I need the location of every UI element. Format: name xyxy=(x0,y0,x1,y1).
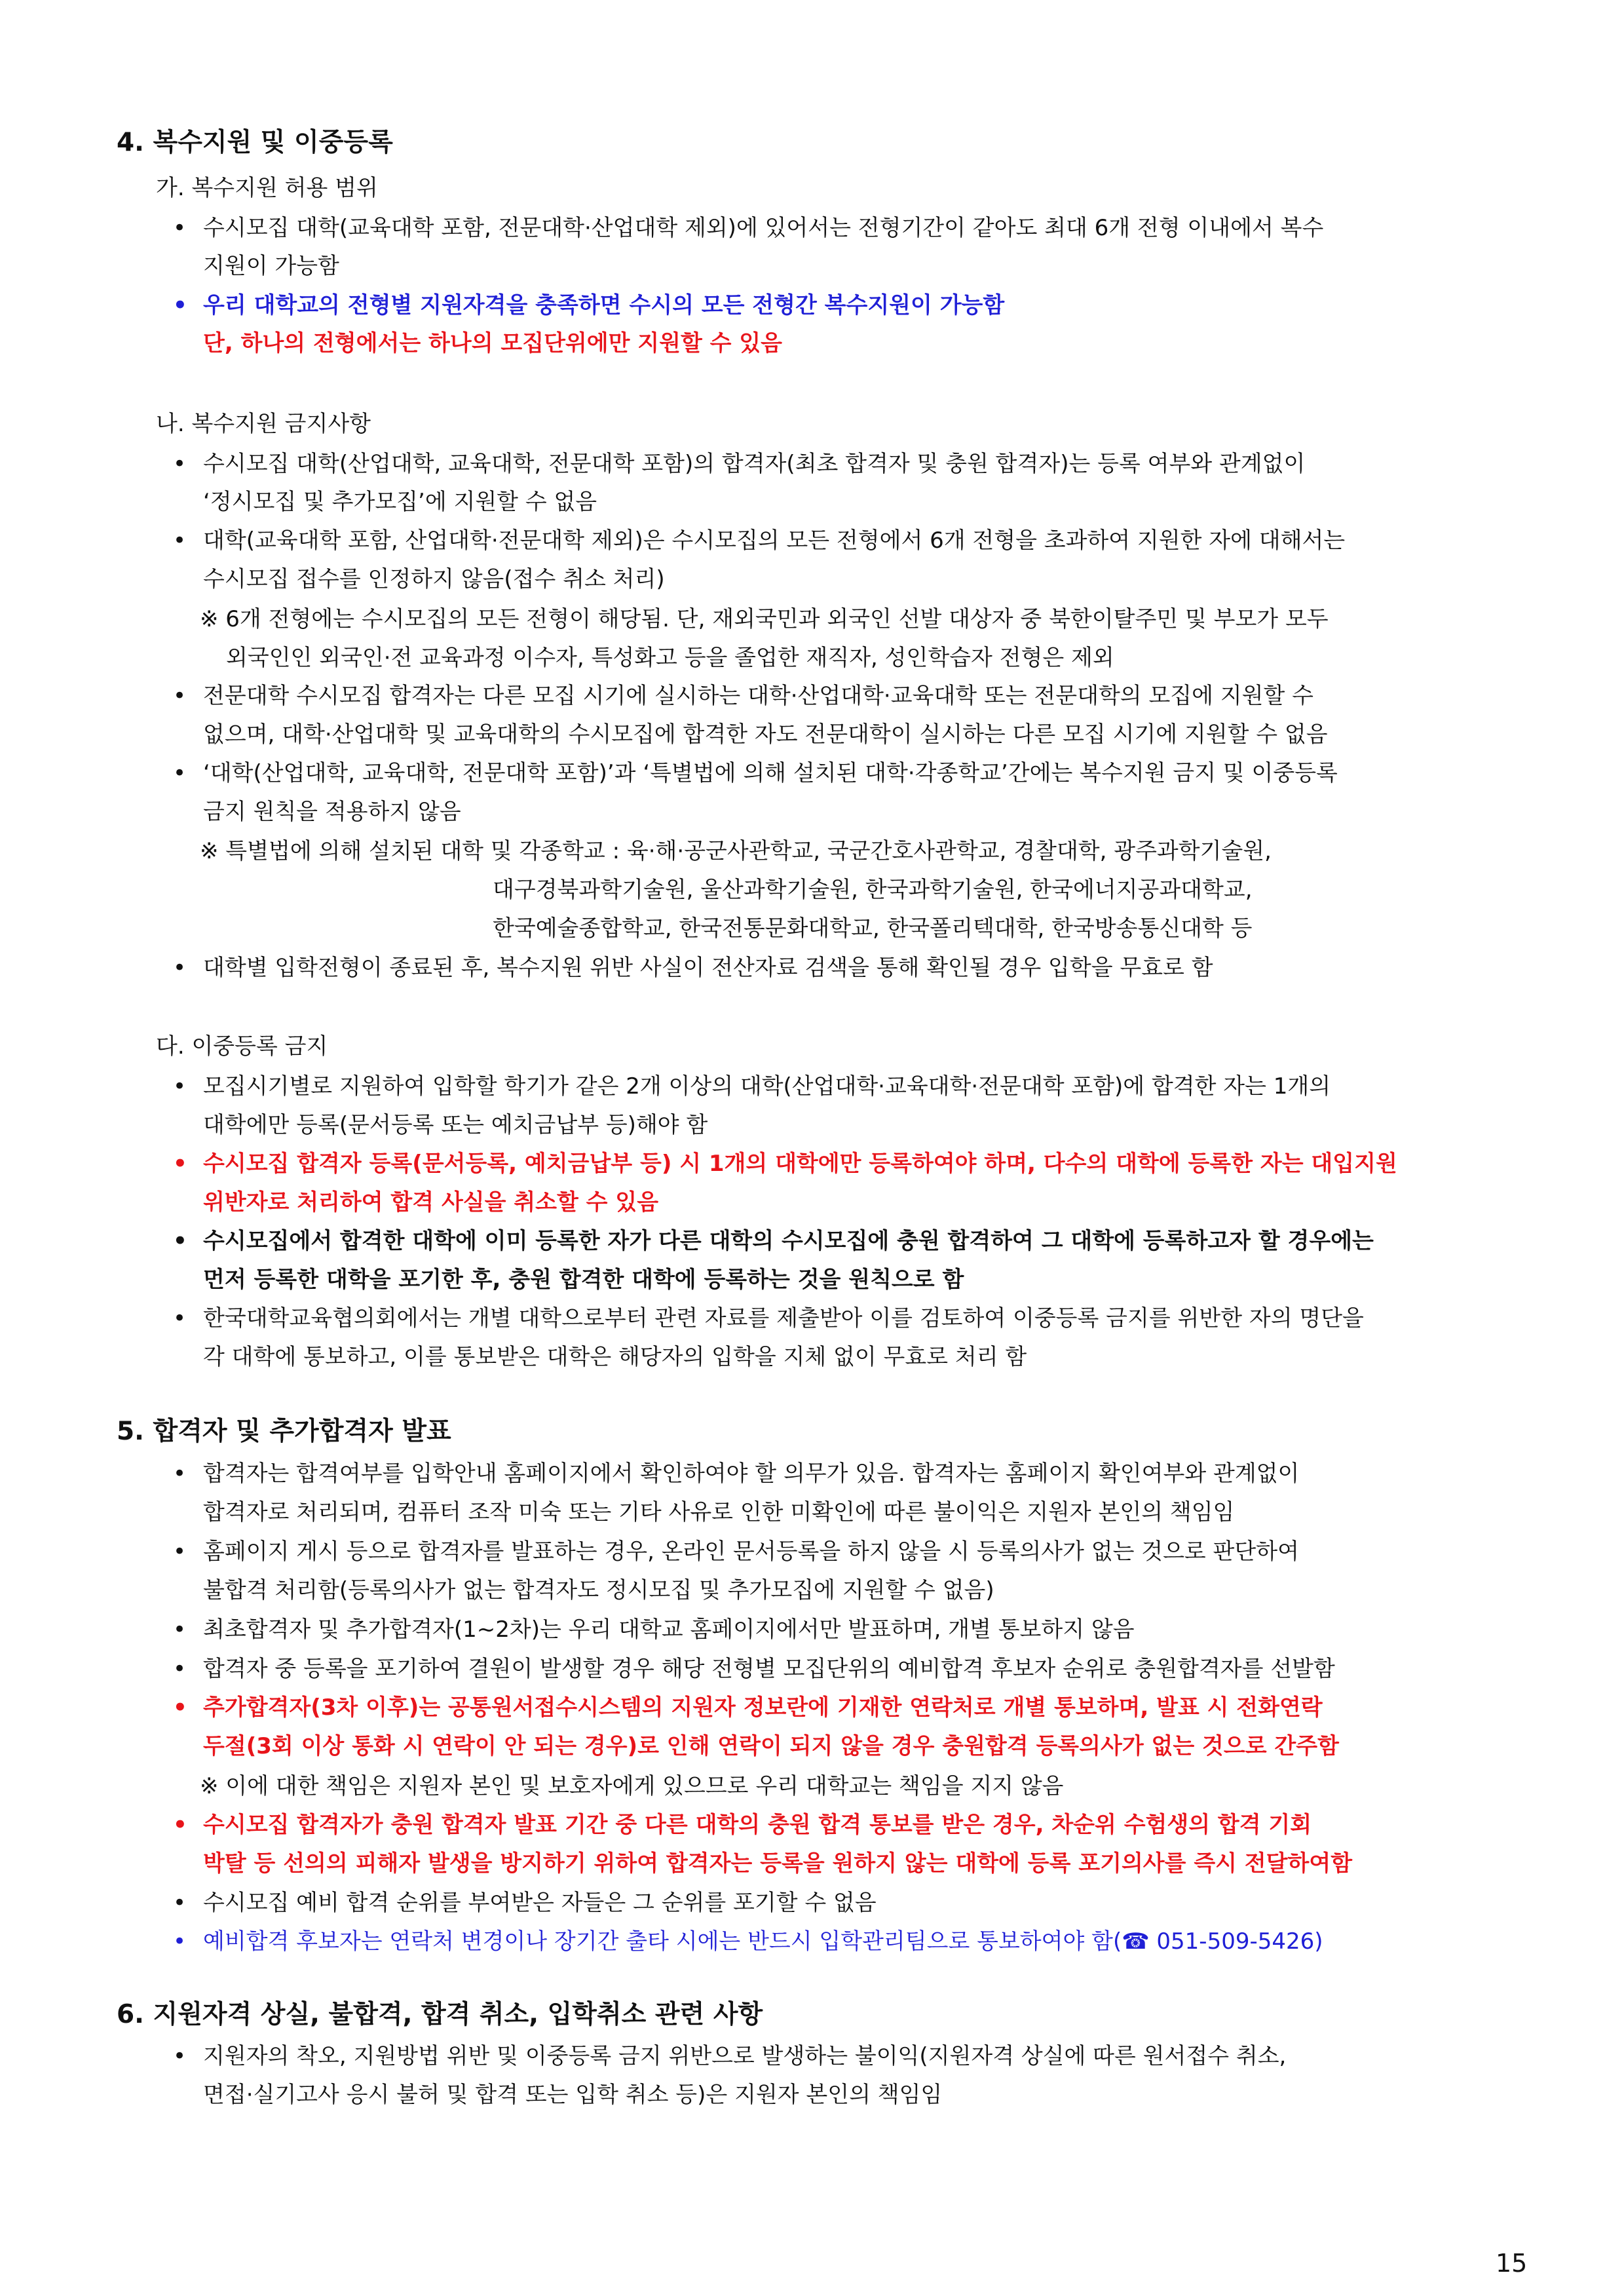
bullet-marker: • xyxy=(173,1694,187,1721)
na-note-1-line-2: 외국인인 외국인·전 교육과정 이수자, 특성화고 등을 졸업한 재직자, 성인학습자 전형은 제외 xyxy=(226,645,1114,671)
da-item-1-line-2: 대학에만 등록(문서등록 또는 예치금납부 등)해야 함 xyxy=(203,1112,708,1138)
da-item-4-line-2: 각 대학에 통보하고, 이를 통보받은 대학은 해당자의 입학을 지체 없이 무효로 처리 함 xyxy=(203,1344,1027,1370)
na-note-2-line-1: ※ 특별법에 의해 설치된 대학 및 각종학교 : 육·해·공군사관학교, 국군간호사관학교, 경찰대학, 광주과학기술원, xyxy=(200,838,1272,864)
s5-item-6-line-1: 수시모집 합격자가 충원 합격자 발표 기간 중 다른 대학의 충원 합격 통보를 받은 경우, 차순위 수험생의 합격 기회 xyxy=(203,1812,1312,1838)
da-item-3-line-1: 수시모집에서 합격한 대학에 이미 등록한 자가 다른 대학의 수시모집에 충원 합격하여 그 대학에 등록하고자 할 경우에는 xyxy=(203,1228,1374,1254)
section-4-heading: 4. 복수지원 및 이중등록 xyxy=(117,128,393,157)
da-item-1-line-1: 모집시기별로 지원하여 입학할 학기가 같은 2개 이상의 대학(산업대학·교육대학·전문대학 포함)에 합격한 자는 1개의 xyxy=(203,1073,1331,1100)
na-item-1-line-1: 수시모집 대학(산업대학, 교육대학, 전문대학 포함)의 합격자(최초 합격자 및 충원 합격자)는 등록 여부와 관계없이 xyxy=(203,451,1306,477)
s5-item-8: 예비합격 후보자는 연락처 변경이나 장기간 출타 시에는 반드시 입학관리팀으로 통보하여야 함(☎ 051-509-5426) xyxy=(203,1928,1323,1955)
na-note-2-line-3: 한국예술종합학교, 한국전통문화대학교, 한국폴리텍대학, 한국방송통신대학 등 xyxy=(493,915,1253,942)
ga-item-1-line-1: 수시모집 대학(교육대학 포함, 전문대학·산업대학 제외)에 있어서는 전형기간이 같아도 최대 6개 전형 이내에서 복수 xyxy=(203,215,1324,241)
ga-item-2-line-2: 단, 하나의 전형에서는 하나의 모집단위에만 지원할 수 있음 xyxy=(203,330,783,356)
ga-item-1-line-2: 지원이 가능함 xyxy=(203,253,339,279)
da-item-3-line-2: 먼저 등록한 대학을 포기한 후, 충원 합격한 대학에 등록하는 것을 원칙으로 함 xyxy=(203,1267,964,1293)
bullet-marker: • xyxy=(173,451,187,477)
bullet-marker: • xyxy=(173,1073,187,1100)
na-item-5: 대학별 입학전형이 종료된 후, 복수지원 위반 사실이 전산자료 검색을 통해 확인될 경우 입학을 무효로 함 xyxy=(203,955,1213,981)
na-item-3-line-2: 없으며, 대학·산업대학 및 교육대학의 수시모집에 합격한 자도 전문대학이 실시하는 다른 모집 시기에 지원할 수 없음 xyxy=(203,721,1328,748)
na-item-3-line-1: 전문대학 수시모집 합격자는 다른 모집 시기에 실시하는 대학·산업대학·교육대학 또는 전문대학의 모집에 지원할 수 xyxy=(203,683,1313,709)
bullet-marker: • xyxy=(173,292,187,318)
s5-item-5-line-1: 추가합격자(3차 이후)는 공통원서접수시스템의 지원자 정보란에 기재한 연락처로 개별 통보하며, 발표 시 전화연락 xyxy=(203,1694,1323,1721)
da-item-2-line-2: 위반자로 처리하여 합격 사실을 취소할 수 있음 xyxy=(203,1189,659,1215)
s5-item-5-line-2: 두절(3회 이상 통화 시 연락이 안 되는 경우)로 인해 연락이 되지 않을 경우 충원합격 등록의사가 없는 것으로 간주함 xyxy=(203,1733,1339,1759)
s5-item-1-line-1: 합격자는 합격여부를 입학안내 홈페이지에서 확인하여야 할 의무가 있음. 합격자는 홈페이지 확인여부와 관계없이 xyxy=(203,1461,1300,1487)
bullet-marker: • xyxy=(173,683,187,709)
bullet-marker: • xyxy=(173,1890,187,1916)
na-item-2-line-1: 대학(교육대학 포함, 산업대학·전문대학 제외)은 수시모집의 모든 전형에서 6개 전형을 초과하여 지원한 자에 대해서는 xyxy=(203,527,1346,554)
s5-item-2-line-1: 홈페이지 게시 등으로 합격자를 발표하는 경우, 온라인 문서등록을 하지 않을 시 등록의사가 없는 것으로 판단하여 xyxy=(203,1539,1299,1565)
bullet-marker: • xyxy=(173,2043,187,2069)
section-5-heading: 5. 합격자 및 추가합격자 발표 xyxy=(117,1417,451,1446)
s5-item-6-line-2: 박탈 등 선의의 피해자 발생을 방지하기 위하여 합격자는 등록을 원하지 않는 대학에 등록 포기의사를 즉시 전달하여함 xyxy=(203,1850,1353,1877)
na-item-4-line-2: 금지 원칙을 적용하지 않음 xyxy=(203,799,461,825)
bullet-marker: • xyxy=(173,955,187,981)
s5-item-4: 합격자 중 등록을 포기하여 결원이 발생할 경우 해당 전형별 모집단위의 예비합격 후보자 순위로 충원합격자를 선발함 xyxy=(203,1656,1335,1682)
bullet-marker: • xyxy=(173,1461,187,1487)
bullet-marker: • xyxy=(173,1539,187,1565)
bullet-marker: • xyxy=(173,1812,187,1838)
section-6-heading: 6. 지원자격 상실, 불합격, 합격 취소, 입학취소 관련 사항 xyxy=(117,2000,763,2029)
bullet-marker: • xyxy=(173,1617,187,1643)
s5-item-7: 수시모집 예비 합격 순위를 부여받은 자들은 그 순위를 포기할 수 없음 xyxy=(203,1890,877,1916)
s6-item-1-line-2: 면접·실기고사 응시 불허 및 합격 또는 입학 취소 등)은 지원자 본인의 책임임 xyxy=(203,2082,943,2108)
na-note-1-line-1: ※ 6개 전형에는 수시모집의 모든 전형이 해당됨. 단, 재외국민과 외국인 선발 대상자 중 북한이탈주민 및 부모가 모두 xyxy=(200,606,1329,632)
da-item-2-line-1: 수시모집 합격자 등록(문서등록, 예치금납부 등) 시 1개의 대학에만 등록하여야 하며, 다수의 대학에 등록한 자는 대입지원 xyxy=(203,1151,1397,1177)
s6-item-1-line-1: 지원자의 착오, 지원방법 위반 및 이중등록 금지 위반으로 발생하는 불이익(지원자격 상실에 따른 원서접수 취소, xyxy=(203,2043,1287,2069)
page-number: 15 xyxy=(1496,2249,1528,2278)
bullet-marker: • xyxy=(173,1928,187,1955)
s5-item-3: 최초합격자 및 추가합격자(1~2차)는 우리 대학교 홈페이지에서만 발표하며, 개별 통보하지 않음 xyxy=(203,1617,1135,1643)
bullet-marker: • xyxy=(173,1228,187,1254)
s5-item-2-line-2: 불합격 처리함(등록의사가 없는 합격자도 정시모집 및 추가모집에 지원할 수 없음) xyxy=(203,1577,994,1603)
s5-note: ※ 이에 대한 책임은 지원자 본인 및 보호자에게 있으므로 우리 대학교는 책임을 지지 않음 xyxy=(200,1773,1064,1799)
subsection-na-title: 나. 복수지원 금지사항 xyxy=(156,411,371,437)
ga-item-2-line-1: 우리 대학교의 전형별 지원자격을 충족하면 수시의 모든 전형간 복수지원이 가능함 xyxy=(203,292,1005,318)
bullet-marker: • xyxy=(173,1151,187,1177)
na-item-4-line-1: ‘대학(산업대학, 교육대학, 전문대학 포함)’과 ‘특별법에 의해 설치된 대학·각종학교’간에는 복수지원 금지 및 이중등록 xyxy=(203,760,1338,786)
na-item-2-line-2: 수시모집 접수를 인정하지 않음(접수 취소 처리) xyxy=(203,566,665,592)
na-note-2-line-2: 대구경북과학기술원, 울산과학기술원, 한국과학기술원, 한국에너지공과대학교, xyxy=(493,877,1253,903)
subsection-ga-title: 가. 복수지원 허용 범위 xyxy=(156,175,378,201)
bullet-marker: • xyxy=(173,1656,187,1682)
da-item-4-line-1: 한국대학교육협의회에서는 개별 대학으로부터 관련 자료를 제출받아 이를 검토하여 이중등록 금지를 위반한 자의 명단을 xyxy=(203,1305,1364,1331)
bullet-marker: • xyxy=(173,1305,187,1331)
na-item-1-line-2: ‘정시모집 및 추가모집’에 지원할 수 없음 xyxy=(203,489,597,515)
bullet-marker: • xyxy=(173,215,187,241)
bullet-marker: • xyxy=(173,760,187,786)
bullet-marker: • xyxy=(173,527,187,554)
subsection-da-title: 다. 이중등록 금지 xyxy=(156,1033,328,1060)
s5-item-1-line-2: 합격자로 처리되며, 컴퓨터 조작 미숙 또는 기타 사유로 인한 미확인에 따른 불이익은 지원자 본인의 책임임 xyxy=(203,1499,1235,1525)
